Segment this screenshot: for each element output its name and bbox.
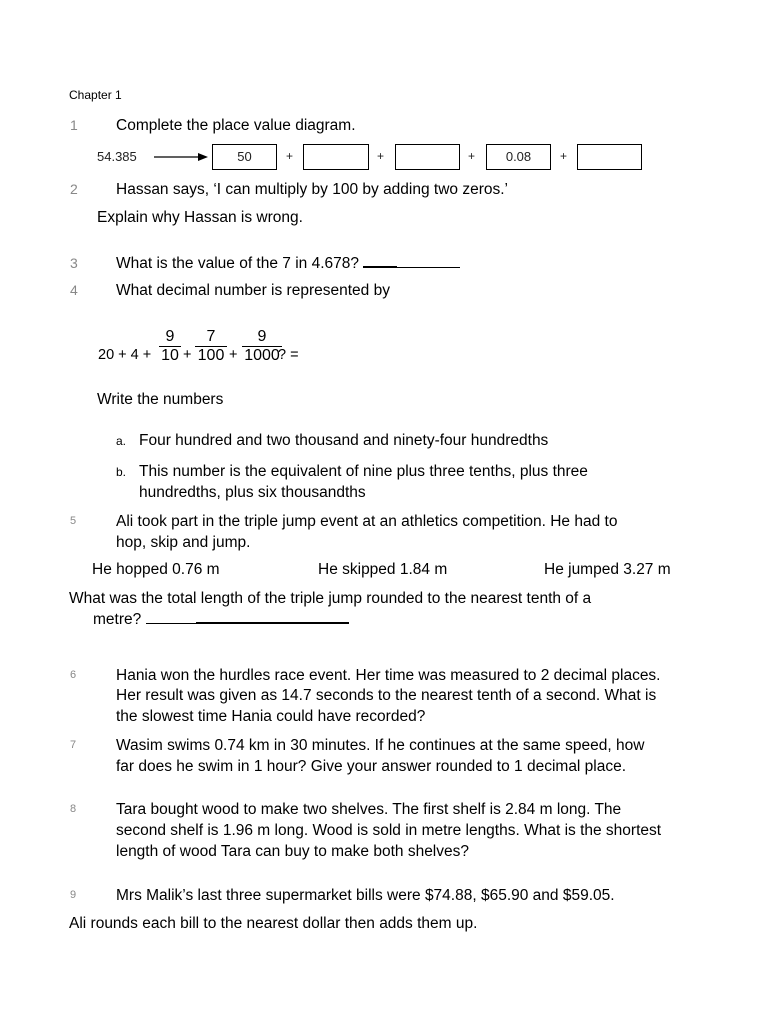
question-7-text: far does he swim in 1 hour? Give your answer rounded to 1 decimal place. (116, 758, 627, 775)
fraction-denominator: 100 (195, 346, 227, 365)
place-value-box[interactable]: 0.08 (486, 144, 551, 170)
jump-distance: He jumped 3.27 m (544, 561, 671, 578)
question-2-text: Hassan says, ‘I can multiply by 100 by adding two zeros.’ (116, 181, 508, 198)
question-number-3: 3 (70, 255, 78, 271)
place-value-box[interactable] (303, 144, 369, 170)
list-item-text: hundredths, plus six thousandths (139, 484, 366, 501)
answer-blank[interactable] (196, 622, 349, 624)
start-number: 54.385 (97, 149, 137, 164)
question-5-text: Ali took part in the triple jump event at an athletics competition. He had to (116, 513, 618, 530)
fraction (195, 328, 227, 365)
question-5-text: hop, skip and jump. (116, 534, 251, 551)
question-5-question: What was the total length of the triple jump rounded to the nearest tenth of a (69, 590, 592, 607)
question-6-text: Hania won the hurdles race event. Her time was measured to 2 decimal places. (116, 667, 661, 684)
fraction-numerator: 9 (257, 328, 267, 345)
fraction (159, 328, 181, 365)
chapter-heading: Chapter 1 (69, 88, 122, 102)
question-6-text: Her result was given as 14.7 seconds to the nearest tenth of a second. What is (116, 687, 657, 704)
plus-sign: + (468, 149, 476, 163)
list-marker: b. (116, 465, 127, 479)
fraction-denominator: 1000 (242, 346, 282, 365)
question-2-follow: Explain why Hassan is wrong. (97, 209, 303, 226)
expression-prefix: 20 + 4 + (98, 347, 152, 363)
plus-sign: + (183, 347, 192, 363)
plus-sign: + (286, 149, 294, 163)
plus-sign: + (560, 149, 568, 163)
question-number-8: 8 (70, 803, 77, 815)
list-item-text: Four hundred and two thousand and ninety-four hundredths (139, 432, 549, 449)
question-6-text: the slowest time Hania could have recorded? (116, 708, 426, 725)
place-value-box[interactable] (395, 144, 460, 170)
question-number-6: 6 (70, 669, 77, 681)
question-9-text: Mrs Malik’s last three supermarket bills were $74.88, $65.90 and $59.05. (116, 887, 615, 904)
question-3-text: What is the value of the 7 in 4.678? (116, 255, 364, 272)
question-number-5: 5 (70, 515, 77, 527)
question-number-1: 1 (70, 117, 78, 133)
question-4-text: What decimal number is represented by (116, 282, 390, 299)
write-numbers-heading: Write the numbers (97, 391, 224, 408)
list-item-text: This number is the equivalent of nine plus three tenths, plus three (139, 463, 588, 480)
question-5-question-line2 (93, 609, 349, 630)
question-8-text: Tara bought wood to make two shelves. The first shelf is 2.84 m long. The (116, 801, 622, 818)
question-8-text: second shelf is 1.96 m long. Wood is sold in metre lengths. What is the shortest (116, 822, 662, 839)
question-number-7: 7 (70, 739, 77, 751)
hop-distance: He hopped 0.76 m (92, 561, 220, 578)
fraction-denominator: 10 (159, 346, 181, 365)
question-8-text: length of wood Tara can buy to make both shelves? (116, 843, 469, 860)
question-9-text: Ali rounds each bill to the nearest dollar then adds them up. (69, 915, 478, 932)
answer-blank[interactable] (146, 623, 196, 624)
plus-sign: + (377, 149, 385, 163)
answer-blank[interactable] (397, 267, 460, 268)
fraction-numerator: 7 (206, 328, 216, 345)
list-marker: a. (116, 434, 127, 448)
answer-blank[interactable] (363, 266, 397, 268)
question-5-question: metre? (93, 611, 146, 628)
question-1-text: Complete the place value diagram. (116, 117, 356, 134)
question-number-9: 9 (70, 889, 77, 901)
question-3-line (116, 253, 460, 274)
expression-suffix: ? = (278, 347, 299, 363)
question-number-4: 4 (70, 282, 78, 298)
question-number-2: 2 (70, 181, 78, 197)
skip-distance: He skipped 1.84 m (318, 561, 448, 578)
fraction (242, 328, 282, 365)
plus-sign: + (229, 347, 238, 363)
place-value-box[interactable]: 50 (212, 144, 277, 170)
fraction-numerator: 9 (165, 328, 175, 345)
question-7-text: Wasim swims 0.74 km in 30 minutes. If he continues at the same speed, how (116, 737, 645, 754)
arrow-right-icon (152, 149, 210, 165)
place-value-box[interactable] (577, 144, 642, 170)
